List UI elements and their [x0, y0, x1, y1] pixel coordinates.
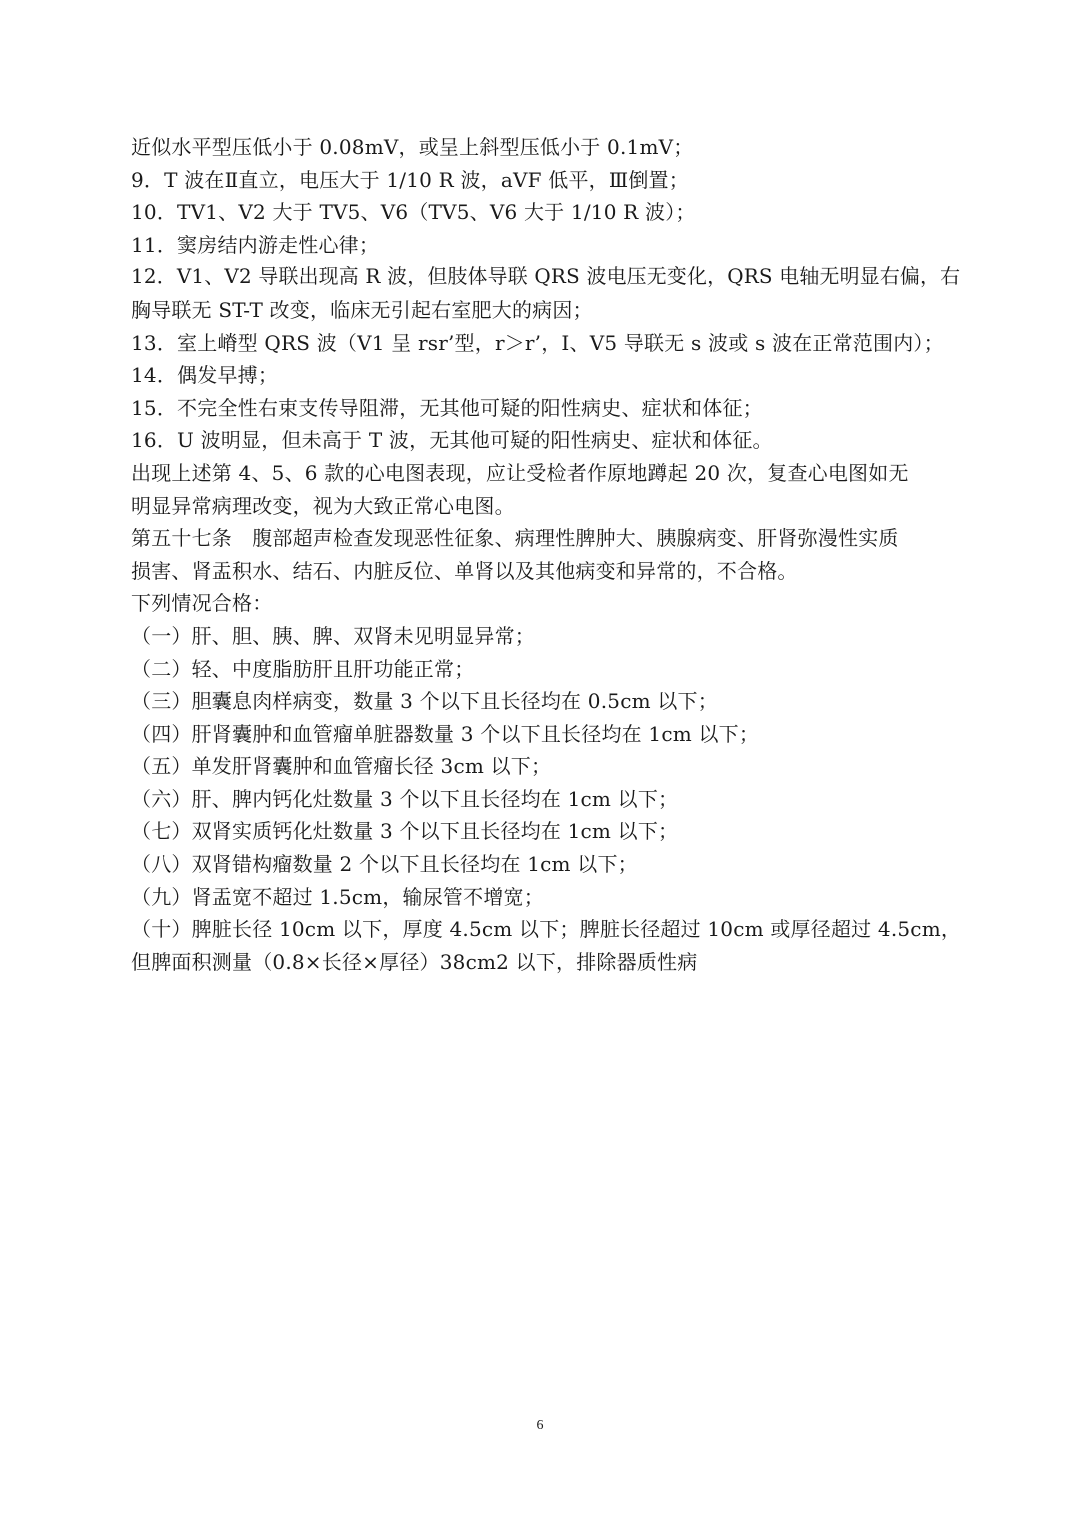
text-line: （六）肝、脾内钙化灶数量 3 个以下且长径均在 1cm 以下； — [131, 786, 679, 811]
text-line: （八）双肾错构瘤数量 2 个以下且长径均在 1cm 以下； — [131, 852, 638, 877]
text-line: （四）肝肾囊肿和血管瘤单脏器数量 3 个以下且长径均在 1cm 以下； — [131, 721, 760, 746]
text-line: 9．T 波在Ⅱ直立，电压大于 1/10 R 波，aVF 低平，Ⅲ倒置； — [131, 167, 689, 192]
text-line: （十）脾脏长径 10cm 以下，厚度 4.5cm 以下；脾脏长径超过 10cm 或厚径超过 4.5cm， — [131, 917, 962, 942]
text-line: （五）单发肝肾囊肿和血管瘤长径 3cm 以下； — [131, 754, 552, 779]
page-number: 6 — [536, 1418, 544, 1433]
body-text — [131, 131, 961, 978]
text-line: 第五十七条 腹部超声检查发现恶性征象、病理性脾肿大、胰腺病变、肝肾弥漫性实质 — [131, 526, 899, 551]
text-line: 11．窦房结内游走性心律； — [131, 232, 380, 257]
text-line: （七）双肾实质钙化灶数量 3 个以下且长径均在 1cm 以下； — [131, 819, 679, 844]
text-line: 胸导联无 ST-T 改变，临床无引起右室肥大的病因； — [131, 297, 593, 322]
text-line: 16．U 波明显，但未高于 T 波，无其他可疑的阳性病史、症状和体征。 — [131, 428, 773, 453]
text-line: 下列情况合格： — [131, 591, 273, 616]
text-line: 15．不完全性右束支传导阻滞，无其他可疑的阳性病史、症状和体征； — [131, 395, 763, 420]
text-line: （三）胆囊息肉样病变，数量 3 个以下且长径均在 0.5cm 以下； — [131, 689, 718, 714]
text-line: 14．偶发早搏； — [131, 363, 279, 388]
text-line: （九）肾盂宽不超过 1.5cm，输尿管不增宽； — [131, 884, 544, 909]
text-line: （一）肝、胆、胰、脾、双肾未见明显异常； — [131, 623, 535, 648]
text-line: 出现上述第 4、5、6 款的心电图表现，应让受检者作原地蹲起 20 次，复查心电图如无 — [131, 460, 909, 485]
text-line: 10．TV1、V2 大于 TV5、V6（TV5、V6 大于 1/10 R 波）； — [131, 200, 696, 225]
text-line: 12．V1、V2 导联出现高 R 波，但肢体导联 QRS 波电压无变化，QRS 电轴无明显右偏，右 — [131, 265, 961, 289]
text-line: 近似水平型压低小于 0.08mV，或呈上斜型压低小于 0.1mV； — [131, 135, 694, 159]
text-line: 13．室上嵴型 QRS 波（V1 呈 rsr’型，r＞r’，I、V5 导联无 s 波或 s 波在正常范围内）； — [131, 330, 944, 355]
text-line: 损害、肾盂积水、结石、内脏反位、单肾以及其他病变和异常的，不合格。 — [131, 558, 798, 583]
text-line: 明显异常病理改变，视为大致正常心电图。 — [131, 493, 515, 518]
text-line: 但脾面积测量（0.8×长径×厚径）38cm2 以下，排除器质性病 — [131, 949, 698, 974]
text-line: （二）轻、中度脂肪肝且肝功能正常； — [131, 656, 475, 681]
